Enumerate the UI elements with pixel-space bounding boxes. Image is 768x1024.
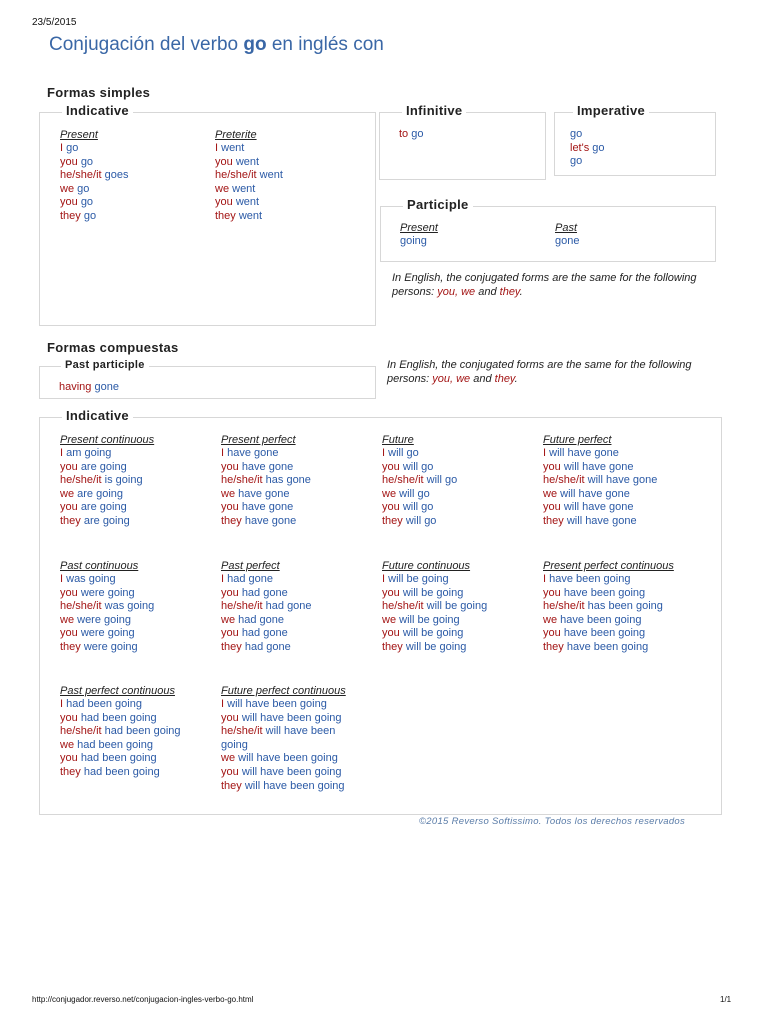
pronoun: we (60, 613, 75, 626)
pronoun: you (221, 627, 239, 640)
conjugation-line (60, 573, 154, 587)
pronoun: they (60, 640, 81, 653)
pronoun: I (382, 573, 386, 585)
conjugation-line (215, 156, 283, 170)
section-formas-compuestas: Formas compuestas (47, 340, 179, 355)
verb-form: will have gone (566, 514, 637, 527)
pronoun: he/she/it (60, 474, 102, 487)
tense-column (543, 559, 674, 655)
pronoun: you (60, 627, 78, 640)
verb-form: go (592, 141, 605, 154)
title-verb: go (243, 34, 267, 55)
conjugation-line (221, 474, 311, 488)
pronoun: you (382, 586, 400, 599)
conjugation-line (221, 587, 312, 601)
verb-form: is going (104, 474, 143, 487)
conjugation-line (221, 573, 312, 587)
conjugation-line (221, 488, 311, 502)
conjugation-line (570, 142, 605, 156)
tense-name: Present perfect continuous (543, 560, 674, 572)
verb-form: will go (402, 460, 434, 473)
pronoun: he/she/it (221, 474, 263, 487)
pronoun: they (543, 640, 564, 653)
conjugation-line (221, 447, 311, 461)
conjugation-line (382, 515, 457, 529)
conjugation-line (60, 641, 154, 655)
conjugation-line (221, 739, 346, 753)
verb-form: have gone (241, 460, 294, 473)
tense-column (60, 433, 154, 529)
verb-form: goes (104, 169, 129, 182)
verb-form: went (235, 155, 260, 168)
pronoun: he/she/it (221, 600, 263, 613)
pronoun: they (215, 209, 236, 222)
section-formas-simples: Formas simples (47, 85, 151, 100)
conjugation-line (60, 210, 129, 224)
verb-form: will have been going (244, 779, 345, 792)
pronoun: you (215, 196, 233, 209)
conjugation-line (543, 501, 657, 515)
verb-form: went (235, 196, 260, 209)
verb-form: had been going (104, 725, 181, 738)
pronoun: we (221, 613, 236, 626)
compound-indicative-label: Indicative (62, 408, 133, 423)
verb-form: will have been going (241, 765, 342, 778)
verb-form: will be going (402, 586, 464, 599)
conjugation-line (221, 752, 346, 766)
verb-form: will go (402, 501, 434, 514)
conjugation-line (382, 600, 487, 614)
verb-form: go (570, 128, 583, 140)
tense-column (221, 433, 311, 529)
verb-form: was going (66, 573, 116, 585)
participle-present (400, 221, 438, 249)
pronoun: we (543, 487, 558, 500)
verb-form: had gone (244, 640, 291, 653)
conjugation-line (382, 614, 487, 628)
page-number: 1/1 (720, 995, 732, 1004)
pronoun: we (60, 487, 75, 500)
pronoun: you (60, 501, 78, 514)
verb-form: are going (80, 460, 127, 473)
verb-form: will have been (265, 725, 336, 738)
conjugation-line (221, 515, 311, 529)
conjugation-line (543, 573, 674, 587)
pronoun: he/she/it (382, 474, 424, 487)
pronoun: he/she/it (60, 600, 102, 613)
tense-column (221, 559, 312, 655)
tense-column (382, 433, 457, 529)
verb-form: have gone (241, 501, 294, 514)
pronoun: we (215, 182, 230, 195)
tense-column (382, 559, 487, 655)
conjugation-line (215, 210, 283, 224)
conjugation-line (382, 488, 457, 502)
imperative-box (554, 103, 716, 176)
pronoun: he/she/it (382, 600, 424, 613)
past-participle-box (39, 359, 376, 399)
tense-column (60, 684, 181, 780)
verb-form: go (80, 196, 94, 209)
conjugation-line (382, 627, 487, 641)
conjugation-line (221, 766, 346, 780)
conjugation-line (60, 614, 154, 628)
conjugation-line (570, 128, 605, 142)
verb-form: have gone (238, 487, 290, 500)
pronoun: he/she/it (60, 169, 102, 182)
verb-form: will be going (388, 573, 449, 585)
tense-name: Future continuous (382, 560, 471, 572)
verb-form: went (221, 142, 245, 154)
verb-form: have been going (566, 640, 649, 653)
pronoun: you (60, 752, 78, 765)
conjugation-line (221, 712, 346, 726)
pronoun: we (543, 613, 558, 626)
conjugation-line (60, 600, 154, 614)
pronoun: you (221, 711, 239, 724)
tense-name: Past continuous (60, 560, 139, 572)
pronoun: let's (570, 141, 590, 154)
pronoun: you (543, 460, 561, 473)
conjugation-line (60, 752, 181, 766)
verb-form: has gone (265, 474, 311, 487)
pronoun: I (215, 142, 219, 154)
preterite-column (215, 128, 283, 224)
conjugation-line (60, 587, 154, 601)
verb-form: have been going (549, 573, 631, 585)
conjugation-line (60, 169, 129, 183)
pronoun: you (60, 586, 78, 599)
pronoun: they (60, 209, 81, 222)
conjugation-line (60, 698, 181, 712)
verb-form: will go (426, 474, 458, 487)
pronoun: they (543, 514, 564, 527)
pronoun: you (543, 501, 561, 514)
pronoun: they (60, 514, 81, 527)
copyright: ©2015 Reverso Softissimo. Todos los derechos reservados (419, 816, 686, 827)
verb-form: are going (83, 514, 130, 527)
verb-form: have been going (563, 586, 646, 599)
tense-name: Past perfect continuous (60, 685, 175, 697)
pronoun: I (60, 142, 64, 154)
page-title: Conjugación del verbo go en inglés con (49, 34, 384, 55)
pronoun: we (221, 752, 236, 765)
pronoun: he/she/it (215, 169, 257, 182)
pronoun: I (221, 698, 225, 710)
pronoun: we (221, 487, 236, 500)
pronoun: he/she/it (60, 725, 102, 738)
conjugation-line (221, 461, 311, 475)
participle-past-label: Past (555, 222, 578, 234)
pronoun: you (221, 765, 239, 778)
pronoun: you (382, 501, 400, 514)
conjugation-line (59, 381, 119, 395)
verb-form: will have been going (238, 752, 338, 765)
verb-form: gone (94, 381, 119, 393)
tense-name: Present perfect (221, 434, 296, 446)
pronoun: I (221, 573, 225, 585)
conjugation-line (570, 155, 605, 169)
conjugation-line (221, 600, 312, 614)
pronoun: you (382, 460, 400, 473)
tense-name: Past perfect (221, 560, 280, 572)
conjugation-line (543, 587, 674, 601)
pronoun: you (543, 586, 561, 599)
conjugation-line (221, 725, 346, 739)
participle-past (555, 221, 579, 249)
verb-form: are going (77, 487, 123, 500)
pronoun: having (59, 381, 92, 393)
conjugation-line (60, 156, 129, 170)
pronoun: you (221, 501, 239, 514)
tense-column (60, 559, 154, 655)
verb-form: were going (83, 640, 138, 653)
pronoun: they (382, 514, 403, 527)
print-date: 23/5/2015 (32, 17, 77, 28)
pronoun: we (60, 182, 75, 195)
simple-indicative-box (39, 103, 376, 326)
conjugation-line (60, 739, 181, 753)
conjugation-line (543, 600, 674, 614)
verb-form: have been going (563, 627, 646, 640)
conjugation-line (60, 447, 154, 461)
pronoun: we (382, 613, 397, 626)
conjugation-line (382, 461, 457, 475)
verb-form: went (259, 169, 283, 182)
verb-form: were going (80, 627, 135, 640)
conjugation-line (60, 766, 181, 780)
pronoun: I (221, 447, 225, 459)
compound-note: In English, the conjugated forms are the same for the following persons: you, we and they. (387, 359, 692, 385)
participle-box (380, 197, 716, 262)
participle-present-value: going (400, 235, 427, 247)
pronoun: you (60, 711, 78, 724)
verb-form: will go (399, 487, 430, 500)
verb-form: are going (80, 501, 127, 514)
conjugation-line (60, 196, 129, 210)
conjugation-line (543, 447, 657, 461)
conjugation-line (60, 474, 154, 488)
pronoun: I (382, 447, 386, 459)
verb-form: had been going (83, 765, 160, 778)
pronoun: we (60, 738, 75, 751)
verb-form: will have been going (227, 698, 327, 710)
pronoun: you (221, 586, 239, 599)
pronoun: I (543, 447, 547, 459)
verb-form: had been going (80, 711, 157, 724)
verb-form: will have gone (549, 447, 619, 459)
pronoun: he/she/it (543, 474, 585, 487)
verb-form: will have been going (241, 711, 342, 724)
conjugation-line (60, 515, 154, 529)
imperative-column (570, 128, 605, 169)
verb-form: will have gone (563, 460, 634, 473)
verb-form: go (77, 182, 90, 195)
verb-form: will have gone (563, 501, 634, 514)
pronoun: you (215, 155, 233, 168)
conjugation-line (221, 627, 312, 641)
verb-form: were going (77, 613, 131, 626)
pronoun: he/she/it (543, 600, 585, 613)
pronoun: you (60, 196, 78, 209)
verb-form: going (221, 738, 248, 751)
verb-form: will be going (426, 600, 488, 613)
conjugation-line (221, 501, 311, 515)
pronoun: you (221, 460, 239, 473)
verb-form: has been going (587, 600, 663, 613)
conjugation-line (543, 641, 674, 655)
conjugation-line (60, 725, 181, 739)
tense-column (543, 433, 657, 529)
conjugation-line (60, 488, 154, 502)
conjugation-line (382, 447, 457, 461)
pronoun: they (221, 640, 242, 653)
verb-form: had been going (66, 698, 142, 710)
conjugation-line (543, 474, 657, 488)
pronoun: I (60, 698, 64, 710)
pronoun: they (382, 640, 403, 653)
conjugation-line (221, 614, 312, 628)
verb-form: will have gone (560, 487, 630, 500)
pronoun: I (543, 573, 547, 585)
verb-form: will be going (399, 613, 460, 626)
conjugation-line (60, 142, 129, 156)
participle-label: Participle (403, 197, 473, 212)
verb-form: had been going (80, 752, 157, 765)
verb-form: go (570, 155, 583, 168)
conjugation-line (543, 488, 657, 502)
conjugation-line (382, 587, 487, 601)
conjugation-line (399, 128, 424, 142)
conjugation-line (221, 641, 312, 655)
conjugation-line (382, 474, 457, 488)
verb-form: will be going (402, 627, 464, 640)
past-participle-column (59, 381, 119, 395)
conjugation-line (60, 712, 181, 726)
infinitive-column (399, 128, 424, 142)
verb-form: went (238, 209, 263, 222)
verb-form: have gone (244, 514, 297, 527)
verb-form: had been going (77, 738, 153, 751)
conjugation-line (543, 614, 674, 628)
conjugation-line (543, 627, 674, 641)
page-url: http://conjugador.reverso.net/conjugacion-ingles-verbo-go.html (32, 995, 254, 1004)
tense-name: Present continuous (60, 434, 155, 446)
pronoun: they (221, 779, 242, 792)
present-column (60, 128, 129, 224)
conjugation-line (221, 780, 346, 794)
pronoun: they (60, 765, 81, 778)
verb-form: go (83, 209, 97, 222)
conjugation-line (215, 196, 283, 210)
conjugation-line (60, 627, 154, 641)
verb-form: go (80, 155, 94, 168)
conjugation-line (543, 461, 657, 475)
verb-form: had gone (241, 586, 288, 599)
verb-form: will be going (405, 640, 467, 653)
pronoun: they (221, 514, 242, 527)
tense-name: Preterite (215, 129, 257, 141)
conjugation-line (382, 641, 487, 655)
tense-column (221, 684, 346, 793)
verb-form: am going (66, 447, 112, 459)
pronoun: you (543, 627, 561, 640)
tense-name: Present (60, 129, 98, 141)
verb-form: had gone (238, 613, 285, 626)
conjugation-line (60, 461, 154, 475)
tense-name: Future perfect (543, 434, 612, 446)
conjugation-line (221, 698, 346, 712)
pronoun: to (399, 128, 409, 140)
past-participle-label: Past participle (61, 359, 149, 371)
verb-form: go (411, 128, 424, 140)
conjugation-line (215, 169, 283, 183)
verb-form: was going (104, 600, 155, 613)
verb-form: go (66, 142, 79, 154)
simple-indicative-label: Indicative (62, 103, 133, 118)
compound-indicative-box (39, 408, 722, 815)
imperative-label: Imperative (573, 103, 649, 118)
tense-name: Future perfect continuous (221, 685, 346, 697)
verb-form: have been going (560, 613, 642, 626)
conjugation-line (215, 183, 283, 197)
infinitive-box (379, 103, 546, 180)
simple-note: In English, the conjugated forms are the same for the following persons: you, we and they. (392, 272, 697, 298)
pronoun: you (60, 460, 78, 473)
pronoun: you (382, 627, 400, 640)
verb-form: had gone (241, 627, 288, 640)
participle-past-value: gone (555, 235, 580, 247)
verb-form: had gone (265, 600, 312, 613)
conjugation-line (215, 142, 283, 156)
infinitive-label: Infinitive (402, 103, 466, 118)
conjugation-line (60, 501, 154, 515)
conjugation-line (543, 515, 657, 529)
verb-form: went (232, 182, 256, 195)
participle-present-label: Present (400, 222, 438, 234)
conjugation-line (60, 183, 129, 197)
pronoun: I (60, 573, 64, 585)
pronoun: you (60, 155, 78, 168)
verb-form: have gone (227, 447, 279, 459)
conjugation-line (382, 501, 457, 515)
verb-form: will go (405, 514, 437, 527)
tense-name: Future (382, 434, 414, 446)
pronoun: he/she/it (221, 725, 263, 738)
verb-form: were going (80, 586, 135, 599)
conjugation-line (382, 573, 487, 587)
verb-form: will go (388, 447, 419, 459)
verb-form: had gone (227, 573, 274, 585)
pronoun: we (382, 487, 397, 500)
pronoun: I (60, 447, 64, 459)
verb-form: will have gone (587, 474, 658, 487)
